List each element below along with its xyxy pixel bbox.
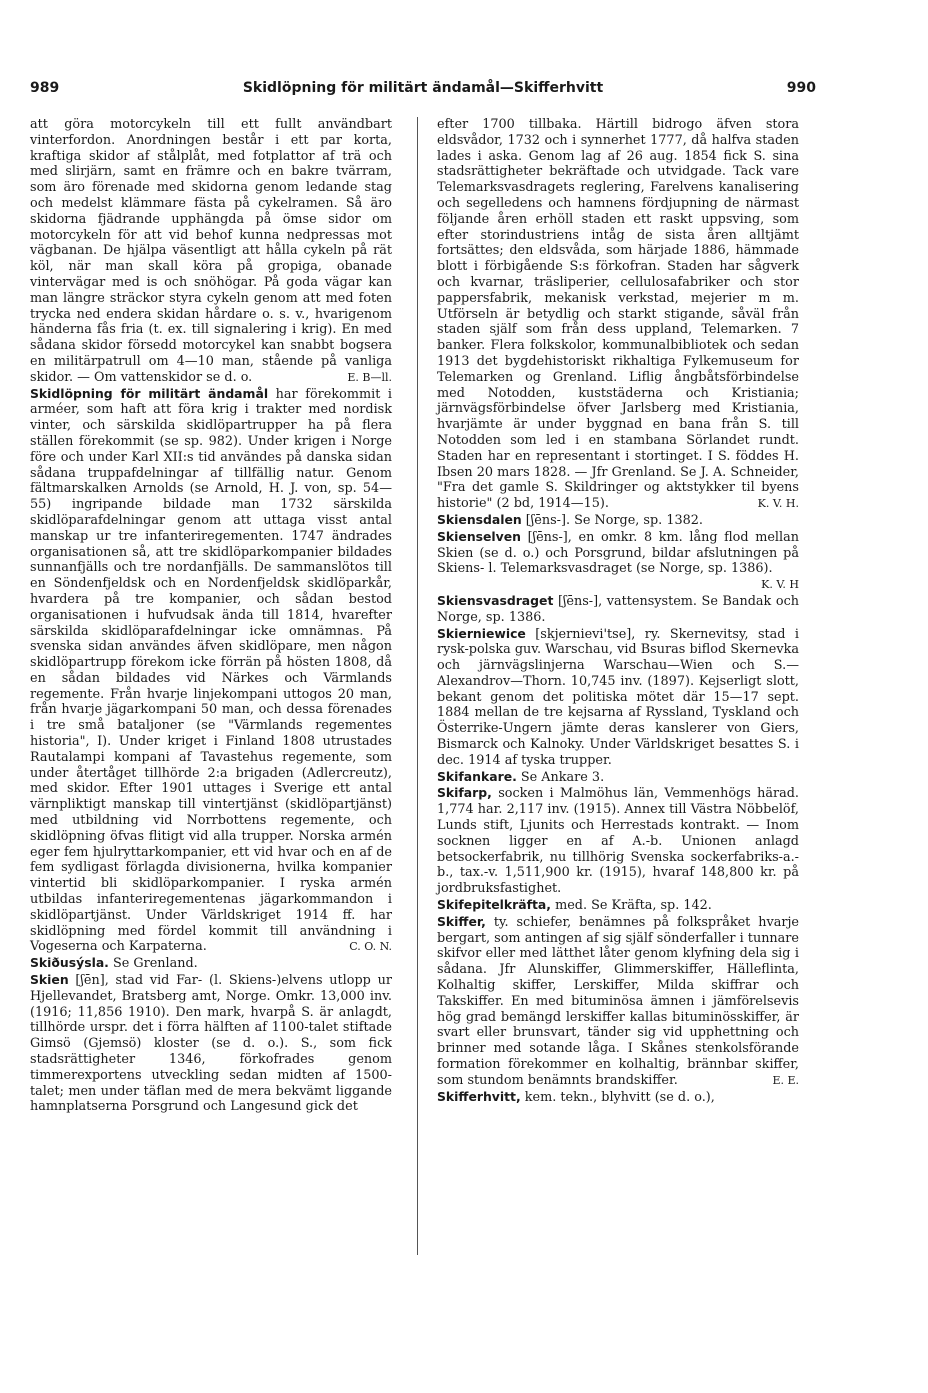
author-signature: K. V. H. — [757, 497, 799, 511]
column-divider — [417, 117, 418, 1255]
entry-headword: Skiffer, — [437, 913, 486, 929]
entry-text: [ʃēns-]. Se Norge, sp. 1382. — [525, 512, 703, 528]
entry-headword: Skifarp, — [437, 785, 492, 801]
author-signature: K. V. H — [761, 578, 799, 592]
entry-headword: Skifepitelkräfta, — [437, 897, 551, 913]
entry-headword: Skienselven — [437, 528, 521, 544]
entry — [437, 914, 799, 1089]
entry — [30, 117, 392, 386]
entry-text: Se Ankare 3. — [520, 769, 605, 785]
entry-text: ty. schiefer, benämnes på folkspråket hvarje bergart, som antingen af sig själf sönderfaller i tunnare skifvor eller med lätthet låter genom klyfning dela sig i sådana. Jfr Alunskiffer, Glimmerskiffer, Hälleflinta, Kolhaltig skiffer, Lerskiffer, Milda skiffrar och Takskiffer. En med bituminösa ämnen i jämförelsevis hög grad bemängd lerskiffer kallas bituminösskiffer, är svart eller brunsvart, tänder sig vid upphettning och brinner med sotande låga. I Skånes stenkolsförande formation förekommer en kolhaltig, brännbar skiffer, som stundom benämnts brandskiffer. — [437, 914, 799, 1088]
entry-headword: Skiensvasdraget — [437, 592, 554, 608]
entry-text: kem. tekn., blyhvitt (se d. o.), — [524, 1089, 715, 1105]
page-header — [30, 80, 816, 102]
entry — [30, 955, 392, 972]
entry-text: [skjernievi'tse], ry. Skernevitsy, stad i rysk-polska guv. Warschau, vid Bsuras biflod Skernevka och järnvägslinjerna Warschau—Wien och S.—Alexandrov—Thorn. 10,745 inv. (1897). Kejserligt slott, bekant genom det politiska mötet där 15—17 sept. 1884 mellan de tre kejsarna af Ryssland, Tyskland och Österrike-Ungern jämte deras kanslerer von Giers, Bismarck och Kalnoky. Under Världskriget besattes S. i dec. 1914 af tyska trupper. — [437, 626, 799, 768]
entry-text: [ʃēns-], vattensystem. Se Bandak och Norge, sp. 1386. — [437, 593, 799, 625]
entry-text: socken i Malmöhus län, Vemmenhögs härad. 1,774 har. 2,117 inv. (1915). Annex till Västra Nöbbelöf, Lunds stift, Ljunits och Herrestads kontrakt. — Inom socknen ligger en af A.-b. Unionen anlagd betsockerfabrik, nu tillhörig Svenska sockerfabriks-a.-b., tax.-v. 1,511,900 kr. (1915), hvaraf 148,800 kr. på jordbruksfastighet. — [437, 786, 799, 897]
running-head: Skidlöpning för militärt ändamål—Skifferhvitt — [242, 80, 604, 96]
page-number-right: 990 — [786, 80, 816, 96]
left-column — [30, 117, 392, 1115]
entry — [437, 528, 799, 592]
entry-headword: Skifferhvitt, — [437, 1088, 521, 1104]
entry-headword: Skiensdalen — [437, 511, 522, 527]
entry-headword: Skiðusýsla. — [30, 955, 109, 971]
page-number-left: 989 — [30, 80, 60, 96]
entry-headword: Skidlöpning för militärt ändamål — [30, 385, 269, 401]
entry — [437, 593, 799, 626]
entry-headword: Skifankare. — [437, 768, 517, 784]
entry — [30, 386, 392, 956]
entry — [437, 626, 799, 769]
author-signature: C. O. N. — [349, 940, 392, 954]
entry-text: [ʃēn], stad vid Far- (l. Skiens-)elvens utlopp ur Hjellevandet, Bratsberg amt, Norge. Omkr. 13,000 inv. (1916; 11,856 1910). Den mark, hvarpå S. är anlagdt, tillhörde urspr. det i förra hälften af 1100-talet stiftade Gimsö (Gjemsö) kloster (se d. o.). S., som fick stadsrättigheter 1346, förkofrades genom timmerexportens utveckling sedan midten af 1500-talet; men under täflan med de mera bekvämt liggande hamnplatserna Porsgrund och Langesund gick det — [30, 973, 392, 1115]
right-column — [437, 117, 799, 1105]
entry-text: med. Se Kräfta, sp. 142. — [555, 898, 712, 914]
entry-text: efter 1700 tillbaka. Härtill bidrogo äfven stora eldsvådor, 1732 och i synnerhet 1777, då halfva staden lades i aska. Genom lag af 26 aug. 1854 fick S. sina stadsrättigheter bekräftade och utvidgade. Tack vare Telemarksvasdragets reglering, Farelvens kanalisering och segelledens och hamnens fördjupning de närmast följande åren erhöll staden ett raskt uppsving, som efter storindustriens intåg de sista åren alltjämt fortsättes; den eldsvåda, som härjade 1886, hämmade blott i förbigående S:s förkofran. Staden har sågverk och kvarnar, träsliperier, cellulosafabriker och stor pappersfabrik, mekanisk verkstad, mejerier m m. Utförseln är betydlig och starkt stigande, såväl från staden själf som från dess uppland, Telemarken. 7 banker. Flera folkskolor, kommunalbibliotek och sedan 1913 det bygdehistoriskt rikhaltiga Fylkemuseum for Telemarken og Grenland. Liflig ångbåtsförbindelse med Notodden, kuststäderna och Kristiania; järnvägsförbindelse öfver Jarlsberg med Kristiania, hvarjämte är under byggnad en bana från S. till Notodden som led i en stambana Sörlandet rundt. Staden har en representant i stortinget. I S. föddes H. Ibsen 20 mars 1828. — Jfr Grenland. Se J. A. Schneider, "Fra det gamle S. Skildringer og aktstykker til byens historie" (2 bd, 1914—15). — [437, 117, 799, 512]
entry-headword: Skien — [30, 972, 69, 988]
entry — [437, 897, 799, 914]
entry — [437, 769, 799, 786]
entry — [437, 117, 799, 512]
entry-headword: Skierniewice — [437, 625, 526, 641]
entry-text: har förekommit i arméer, som haft att föra krig i trakter med nordisk vinter, och särskilda skidlöpartrupper ha på flera ställen förekommit (se sp. 982). Under krigen i Norge före och under Karl XII:s tid användes på danska sidan sådana truppafdelningar af tillfällig natur. Genom fältmarskalken Arnolds (se Arnold, H. J. von, sp. 54—55) ingripande bildade man 1732 särskilda skidlöparafdelningar genom att uttaga visst antal manskap ur tre infanteriregementen. 1747 ändrades organisationen så, att tre skidlöparkompanier bildades sunnanfjälls och tre nordanfjälls. De sammanslötos till en Söndenfjeldsk och en Nordenfjeldsk skidlöparkår, hvardera på tre kompanier, och sådan bestod organisationen i hufvudsak ända till 1814, hvarefter särskilda skidlöparafdelningar icke omnämnas. På svenska sidan användes äfven skidlöpare, men någon skidlöpartrupp förekom icke förrän på hösten 1808, då en sådan bildades vid Närkes och Värmlands regemente. Från hvarje linjekompani uttogos 20 man, från hvarje jägarkompani 50 man, och dessa förenades i tre små bataljoner (se "Värmlands regementes historia", I). Under kriget i Finland 1808 utrustades Rautalampi kompani af Tavastehus regemente, som under återtåget tillhörde 2:a brigaden (Adlercreutz), med skidor. Efter 1901 uttages i Sverige ett antal värnpliktigt manskap till vintertjänst (skidlöpartjänst) med utbildning vid Norrbottens regemente, och skidlöpning öfvas flitigt vid alla trupper. Norska armén eger fem hjulryttarkompanier, ett vid hvar och en af de fem sydligast förlagda divisionerna, hvilka kompanier vintertid bli skidlöparkompanier. I ryska armén utbildas infanteriregementenas jägarkommandon i skidlöpartjänst. Under Världskriget 1914 ff. har skidlöpning med fördel kommit till användning i Vogeserna och Karpaterna. — [30, 386, 393, 955]
entry-text: att göra motorcykeln till ett fullt användbart vinterfordon. Anordningen består i ett par korta, kraftiga skidor af stålplåt, med fotplattor af trä och med slirjärn, samt en främre och en bakre tvärram, som äro förenade med skidorna genom ledande stag och medelst klämmare fästa på cykelramen. Så äro skidorna fjädrande upphängda på ömse sidor om motorcykeln för att vid behof kunna nedpressas mot vägbanan. De hjälpa väsentligt att hålla cykeln på rät köl, när man skall köra på gropiga, obanade vintervägar med is och snöhögar. På goda vägar kan man längre sträckor styra cykeln genom att med foten trycka ned endera skidan hårdare o. s. v., hvarigenom händerna fås fria (t. ex. till signalering i krig). En med sådana skidor försedd motorcykel kan snabbt bogsera en militärpatrull om 4—10 man, stående på vanliga skidor. — Om vattenskidor se d. o. — [30, 117, 392, 385]
author-signature: E. B—ll. — [347, 370, 392, 384]
entry-text: Se Grenland. — [112, 956, 198, 972]
entry — [437, 785, 799, 897]
entry-text: [ʃēns-], en omkr. 8 km. lång flod mellan Skien (se d. o.) och Porsgrund, bildar afslutningen på Skiens- l. Telemarksvasdraget (se Norge, sp. 1386). — [437, 529, 799, 577]
entry — [30, 972, 392, 1115]
entry — [437, 512, 799, 529]
author-signature: E. E. — [772, 1073, 799, 1087]
entry — [437, 1089, 799, 1106]
